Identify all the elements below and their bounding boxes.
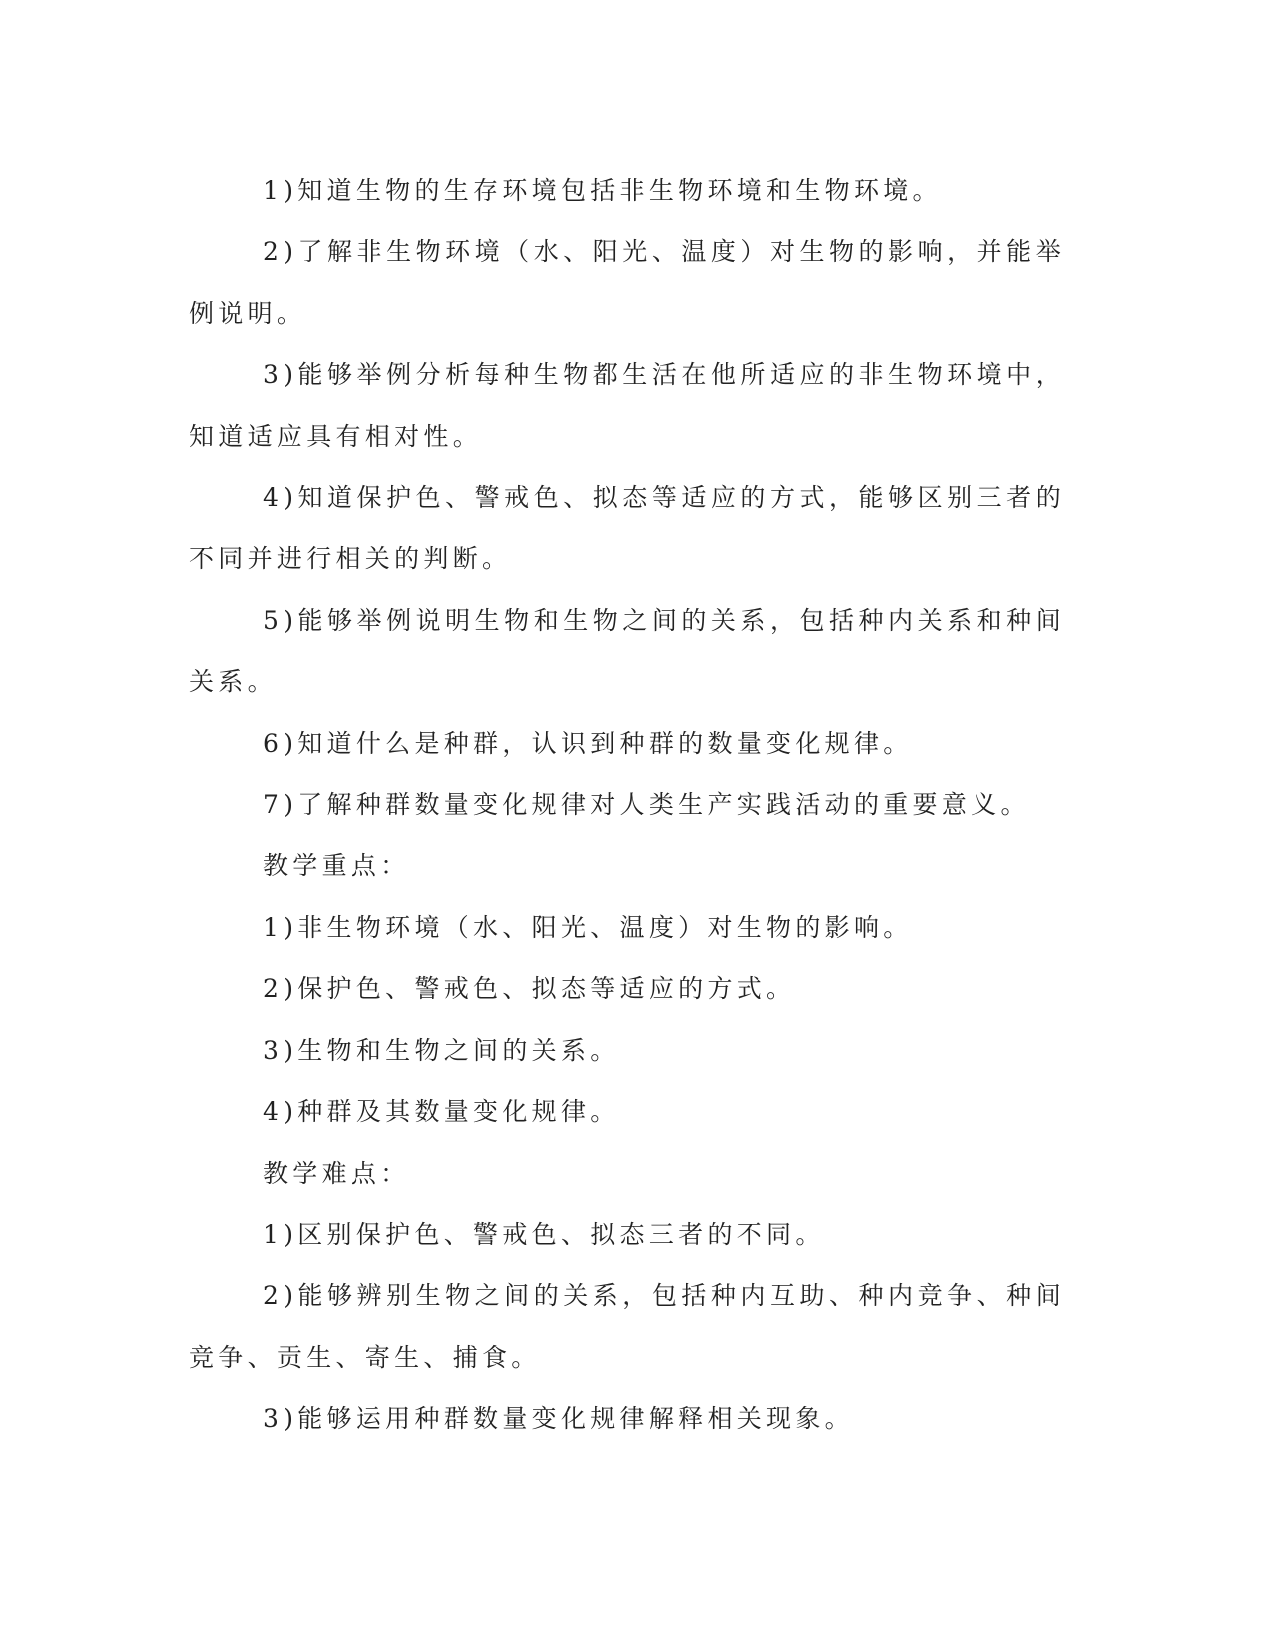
objective-2: 2)了解非生物环境（水、阳光、温度）对生物的影响，并能举例说明。 (189, 237, 1065, 328)
document-body (189, 160, 1065, 1450)
difficulty-3: 3)能够运用种群数量变化规律解释相关现象。 (263, 1404, 854, 1434)
objective-3: 3)能够举例分析每种生物都生活在他所适应的非生物环境中，知道适应具有相对性。 (189, 360, 1065, 451)
difficulty-1: 1)区别保护色、警戒色、拟态三者的不同。 (263, 1219, 825, 1249)
objective-7: 7)了解种群数量变化规律对人类生产实践活动的重要意义。 (263, 790, 1030, 820)
objective-1: 1)知道生物的生存环境包括非生物环境和生物环境。 (263, 176, 942, 205)
objective-5: 5)能够举例说明生物和生物之间的关系，包括种内关系和种间关系。 (189, 605, 1065, 697)
difficulty-2: 2)能够辨别生物之间的关系，包括种内互助、种内竞争、种间竞争、贡生、寄生、捕食。 (189, 1281, 1065, 1372)
objective-6: 6)知道什么是种群，认识到种群的数量变化规律。 (263, 728, 913, 758)
key-point-2: 2)保护色、警戒色、拟态等适应的方式。 (263, 974, 796, 1004)
key-points-heading: 教学重点： (263, 851, 410, 881)
key-point-3: 3)生物和生物之间的关系。 (263, 1035, 620, 1065)
key-point-1: 1)非生物环境（水、阳光、温度）对生物的影响。 (263, 912, 913, 942)
objective-4: 4)知道保护色、警戒色、拟态等适应的方式，能够区别三者的不同并进行相关的判断。 (189, 483, 1065, 574)
key-point-4: 4)种群及其数量变化规律。 (263, 1097, 620, 1127)
difficulties-heading: 教学难点： (263, 1158, 410, 1188)
